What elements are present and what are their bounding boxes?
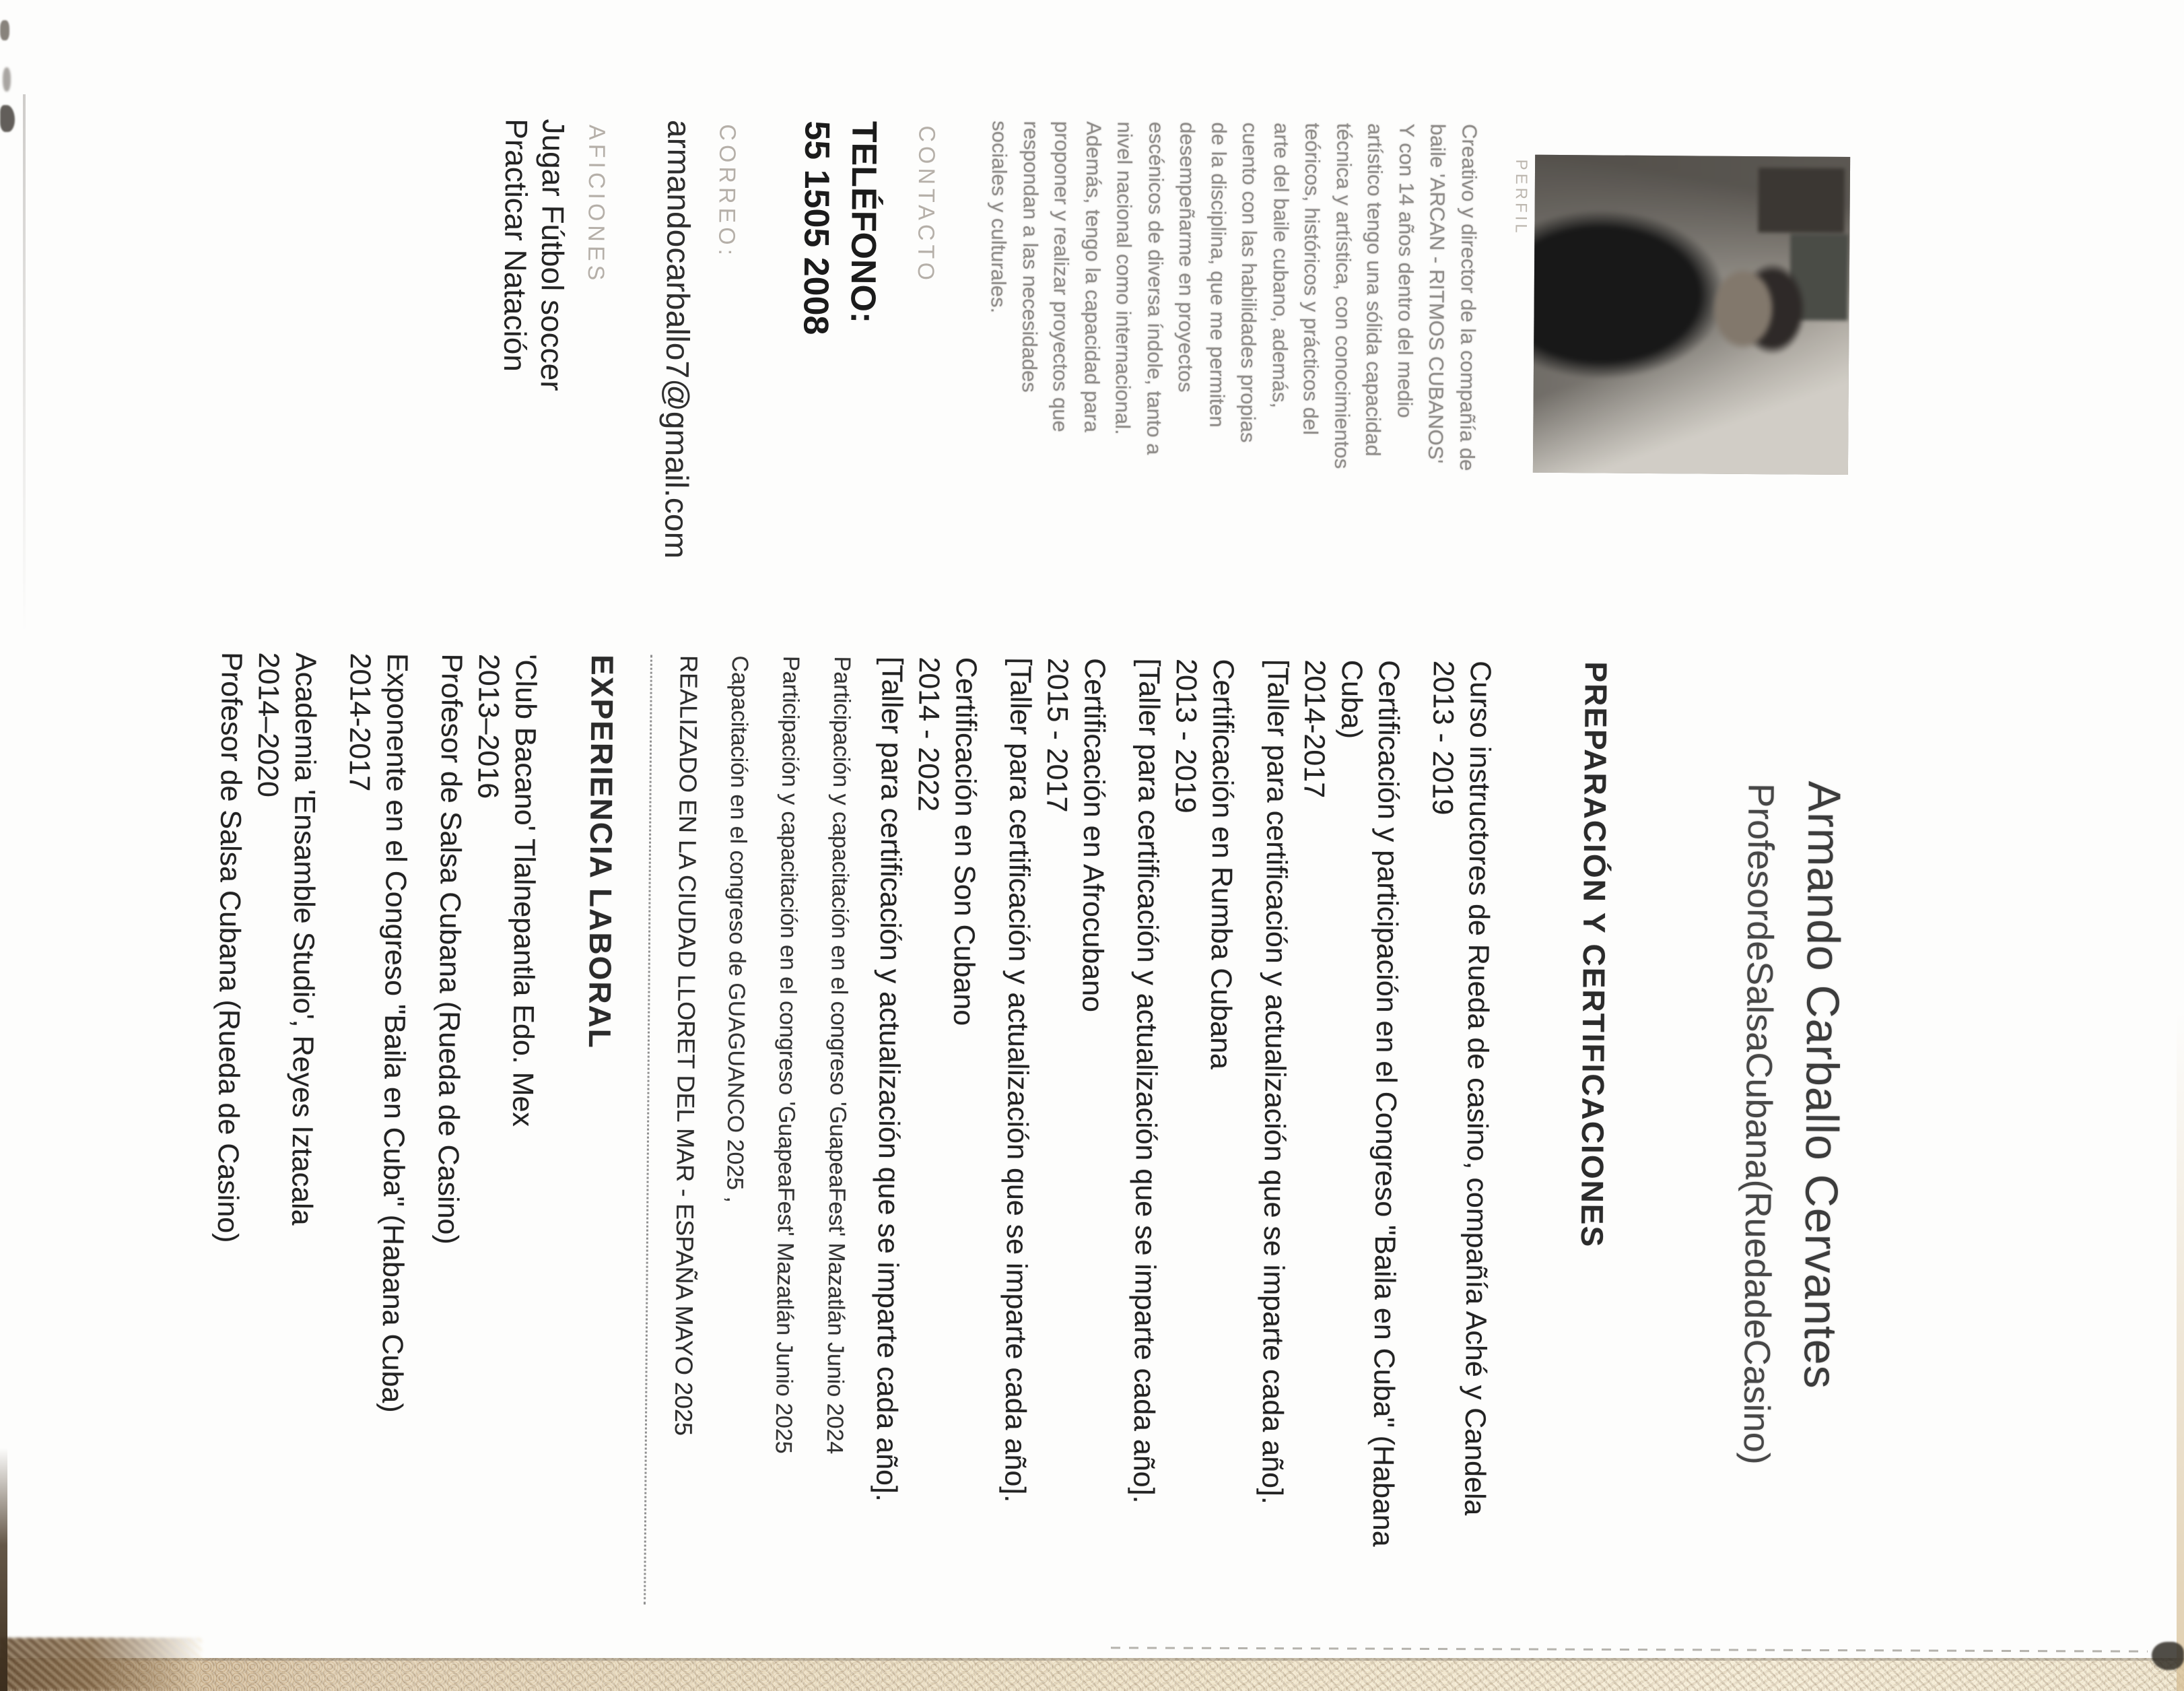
- perfil-line: baile 'ARCAN - RITMOS CUBANOS': [1424, 123, 1450, 464]
- entry-block: [866, 657, 984, 1674]
- text-line: 2014–2020: [251, 652, 285, 798]
- perfil-line: Y con 14 años dentro del medio: [1393, 123, 1419, 418]
- preparacion-entries: [866, 657, 1499, 1678]
- text-line: Exponente en el Congreso "Baila en Cuba" (Habana Cuba): [376, 653, 413, 1413]
- perfil-line: desempeñarme en proyectos: [1174, 122, 1200, 393]
- aficiones-section-label: AFICIONES: [582, 124, 610, 285]
- perfil-paragraph: [981, 121, 1485, 568]
- aficiones-list: [496, 119, 572, 391]
- perfil-line: artístico tengo una sólida capacidad: [1361, 123, 1388, 457]
- entry-block: [334, 653, 415, 1670]
- entry-block: [1123, 659, 1241, 1676]
- profile-photo: [1533, 155, 1850, 475]
- text-line: [Taller para certificación y actualización que se imparte cada año].: [1127, 658, 1165, 1504]
- perfil-line: proponer y realizar proyectos que: [1048, 121, 1075, 432]
- perfil-line: teóricos, históricos y prácticos del: [1299, 123, 1325, 436]
- preparacion-section-title: PREPARACIÓN Y CERTIFICACIONES: [1574, 661, 1614, 1249]
- entry-block: [994, 657, 1113, 1675]
- resume-subtitle: ProfesordeSalsaCubana(RuedadeCasino): [1736, 783, 1781, 1465]
- entry-block: [1417, 661, 1499, 1678]
- perfil-section-label: PERFIL: [1511, 159, 1531, 236]
- perfil-line: arte del baile cubano, además,: [1268, 123, 1294, 409]
- text-line: Profesor de Salsa Cubana (Rueda de Casino): [431, 653, 468, 1245]
- perfil-line: nivel nacional como internacional.: [1111, 121, 1138, 435]
- email-value: armandocarballo7@gmail.com: [657, 119, 697, 559]
- text-line: Certificación y participación en el Congreso "Baila en Cuba" (Habana: [1366, 660, 1405, 1547]
- text-line: [Taller para certificación y actualización que se imparte cada año].: [1256, 659, 1294, 1505]
- perfil-line: Además, tengo la capacidad para: [1080, 121, 1106, 433]
- realizado-note: REALIZADO EN LA CIUDAD LLORET DEL MAR - ESPAÑA MAYO 2025: [669, 655, 703, 1436]
- perfil-line: escénicos de diversa índole, tanto a: [1142, 121, 1169, 455]
- congreso-note: Participación y capacitación en el congreso 'GuapeaFest' Mazatlán Junio 2025: [770, 655, 804, 1454]
- profile-photo-image: [1533, 155, 1850, 475]
- perfil-line: de la disciplina, que me permiten: [1205, 122, 1231, 428]
- entry-block: [425, 653, 544, 1671]
- text-line: Academia 'Ensamble Studio', Reyes Iztacala: [285, 652, 322, 1226]
- experiencia-section-title: EXPERIENCIA LABORAL: [582, 654, 620, 1050]
- perfil-line: respondan a las necesidades: [1017, 121, 1044, 393]
- text-line: 2014 - 2022: [912, 657, 945, 812]
- text-line: Certificación en Rumba Cubana: [1204, 659, 1239, 1070]
- main-column: [188, 652, 1614, 1679]
- perfil-line: técnica y artística, con conocimientos: [1330, 123, 1357, 469]
- text-line: [Taller para certificación y actualización que se imparte cada año].: [998, 657, 1037, 1503]
- text-line: 2014-2017: [343, 653, 376, 792]
- experiencia-entries: [205, 652, 544, 1671]
- perfil-line: Creativo y director de la compañía de: [1455, 123, 1482, 471]
- perfil-line: cuento con las habilidades propias: [1236, 122, 1263, 443]
- text-line: 2014-2017: [1297, 659, 1331, 799]
- text-line: 2013 - 2019: [1426, 660, 1460, 816]
- text-line: [Taller para certificación y actualización que se imparte cada año].: [870, 656, 908, 1502]
- text-line: Curso instructores de Rueda de casino, compañía Aché y Candela: [1458, 661, 1497, 1516]
- text-line: 'Club Bacano' Tlalnepantla Edo. Mex: [506, 654, 542, 1127]
- telefono-label: TELÉFONO:: [843, 121, 884, 324]
- text-line: 2013 - 2019: [1169, 658, 1202, 814]
- contacto-section-label: CONTACTO: [912, 125, 940, 285]
- congresos-notes: [719, 655, 856, 1673]
- text-line: Certificación en Son Cubano: [947, 657, 982, 1026]
- text-line: 2015 - 2017: [1040, 657, 1074, 813]
- aficion-item: Practicar Natación: [497, 119, 535, 372]
- section-divider: [644, 655, 652, 1605]
- text-line: Certificación en Afrocubano: [1076, 658, 1111, 1013]
- text-line: Cuba): [1335, 659, 1368, 739]
- aficion-item: Jugar Fútbol soccer: [534, 119, 572, 391]
- entry-block: [1252, 659, 1407, 1677]
- correo-label: CORREO:: [714, 124, 741, 260]
- resume-name: Armando Carballo Cervantes: [1794, 781, 1850, 1389]
- text-line: 2013–2016: [471, 653, 505, 799]
- entry-block: [205, 652, 324, 1669]
- text-line: Profesor de Salsa Cubana (Rueda de Casino): [211, 652, 248, 1243]
- congreso-note: Participación y capacitación en el congreso 'GuapeaFest' Mazatlán Junio 2024: [821, 656, 855, 1455]
- perfil-line: sociales y culturales.: [987, 121, 1013, 314]
- congreso-note: Capacitación en el congreso de GUAGUANCO 2025 ,: [722, 655, 753, 1203]
- telefono-value: 55 1505 2008: [796, 121, 837, 335]
